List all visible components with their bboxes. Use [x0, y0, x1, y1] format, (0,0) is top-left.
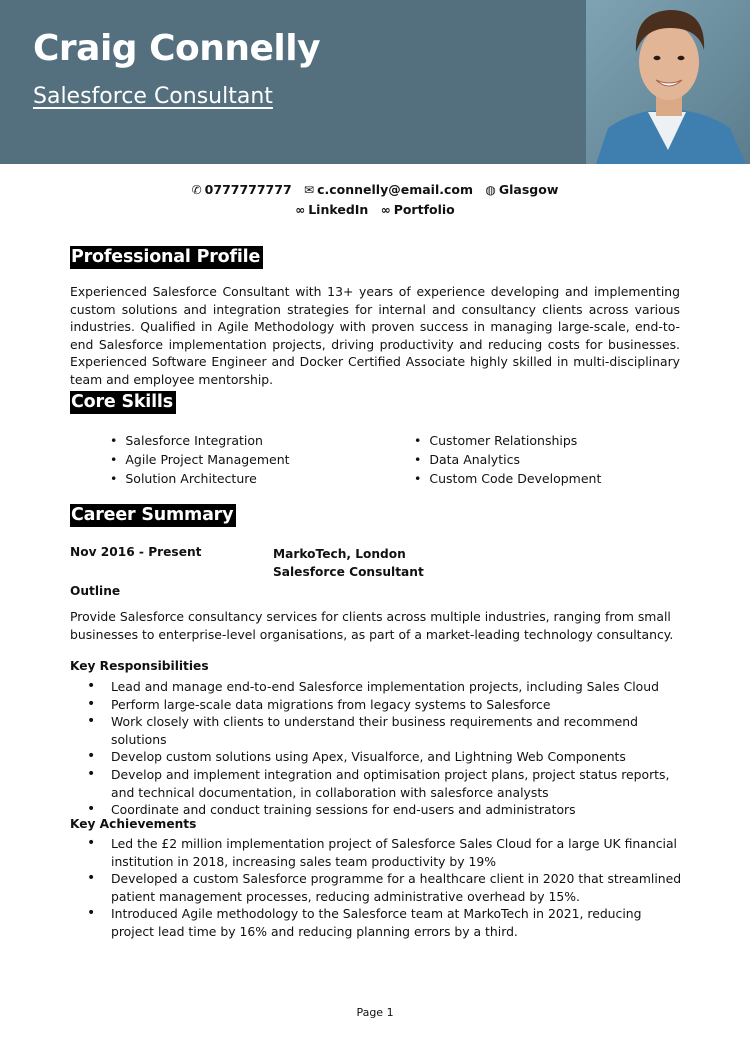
job-heading [273, 545, 424, 581]
portrait-image [586, 0, 750, 164]
list-item: • Coordinate and conduct training sessions for end-users and administrators [87, 801, 687, 819]
list-item: • Developed a custom Salesforce programme for a healthcare client in 2020 that streamlined patient management processes, reducing administrative overhead by 15%. [87, 870, 687, 905]
responsibilities-list [87, 678, 687, 819]
skills-right-column [414, 431, 601, 488]
profile-text: Experienced Salesforce Consultant with 13+ years of experience developing and implementing custom solutions and integration strategies for internal and consultancy clients across various industries. Qualified in Agile Methodology with proven success in managing large-scale, end-to-end Salesforce implementation projects, driving productivity and reducing costs for businesses. Experienced Software Engineer and Docker Certified Associate highly skilled in multi-disciplinary team and employee mentorship. [70, 284, 680, 387]
list-item: • Introduced Agile methodology to the Salesforce team at MarkoTech in 2021, reducing project lead time by 16% and reducing planning errors by a third. [87, 905, 687, 940]
phone-number: 0777777777 [204, 182, 292, 197]
outline-text: Provide Salesforce consultancy services for clients across multiple industries, ranging from small businesses to enterprise-level organisations, as part of a market-leading technology consultancy. [70, 609, 674, 642]
portfolio-label: Portfolio [393, 202, 455, 217]
email-address: c.connelly@email.com [317, 182, 474, 197]
email-item [304, 182, 473, 197]
candidate-role: Salesforce Consultant [33, 84, 273, 109]
portfolio-link[interactable] [381, 202, 455, 217]
skill-item: • Agile Project Management [110, 450, 290, 469]
outline-label: Outline [70, 584, 121, 598]
section-title-career: Career Summary [70, 504, 236, 527]
job-company: MarkoTech, London [273, 547, 406, 561]
skill-item: • Solution Architecture [110, 469, 290, 488]
skills-left-column [110, 431, 290, 488]
profile-photo [586, 0, 750, 164]
achievements-label: Key Achievements [70, 817, 197, 831]
linkedin-label: LinkedIn [308, 202, 369, 217]
linkedin-link[interactable] [295, 202, 368, 217]
list-item: • Lead and manage end-to-end Salesforce implementation projects, including Sales Cloud [87, 678, 687, 696]
envelope-icon: ✉ [304, 183, 315, 197]
location-text: Glasgow [498, 182, 559, 197]
contact-line-1 [0, 182, 750, 197]
phone-icon: ✆ [191, 183, 202, 197]
skill-item: • Custom Code Development [414, 469, 601, 488]
list-item: • Develop and implement integration and optimisation project plans, project status reports, and technical documentation, in collaboration with salesforce analysts [87, 766, 687, 801]
contact-line-2 [0, 202, 750, 217]
list-item: • Work closely with clients to understand their business requirements and recommend solutions [87, 713, 687, 748]
location-item [485, 182, 558, 197]
list-item: • Develop custom solutions using Apex, Visualforce, and Lightning Web Components [87, 748, 687, 766]
globe-icon: ◍ [485, 183, 496, 197]
skill-item: • Salesforce Integration [110, 431, 290, 450]
candidate-name: Craig Connelly [33, 28, 321, 69]
section-title-profile: Professional Profile [70, 246, 263, 269]
link-icon: ∞ [295, 203, 306, 217]
section-title-skills: Core Skills [70, 391, 176, 414]
skill-item: • Data Analytics [414, 450, 601, 469]
skill-item: • Customer Relationships [414, 431, 601, 450]
header-band [0, 0, 750, 164]
link-icon: ∞ [380, 203, 391, 217]
phone-item [192, 182, 292, 197]
page-number: Page 1 [356, 1006, 394, 1019]
list-item: • Perform large-scale data migrations from legacy systems to Salesforce [87, 696, 687, 714]
job-dates: Nov 2016 - Present [70, 545, 202, 559]
responsibilities-label: Key Responsibilities [70, 659, 209, 673]
achievements-list [87, 835, 687, 941]
job-position: Salesforce Consultant [273, 565, 424, 579]
list-item: • Led the £2 million implementation project of Salesforce Sales Cloud for a large UK financial institution in 2018, increasing sales team productivity by 19% [87, 835, 687, 870]
